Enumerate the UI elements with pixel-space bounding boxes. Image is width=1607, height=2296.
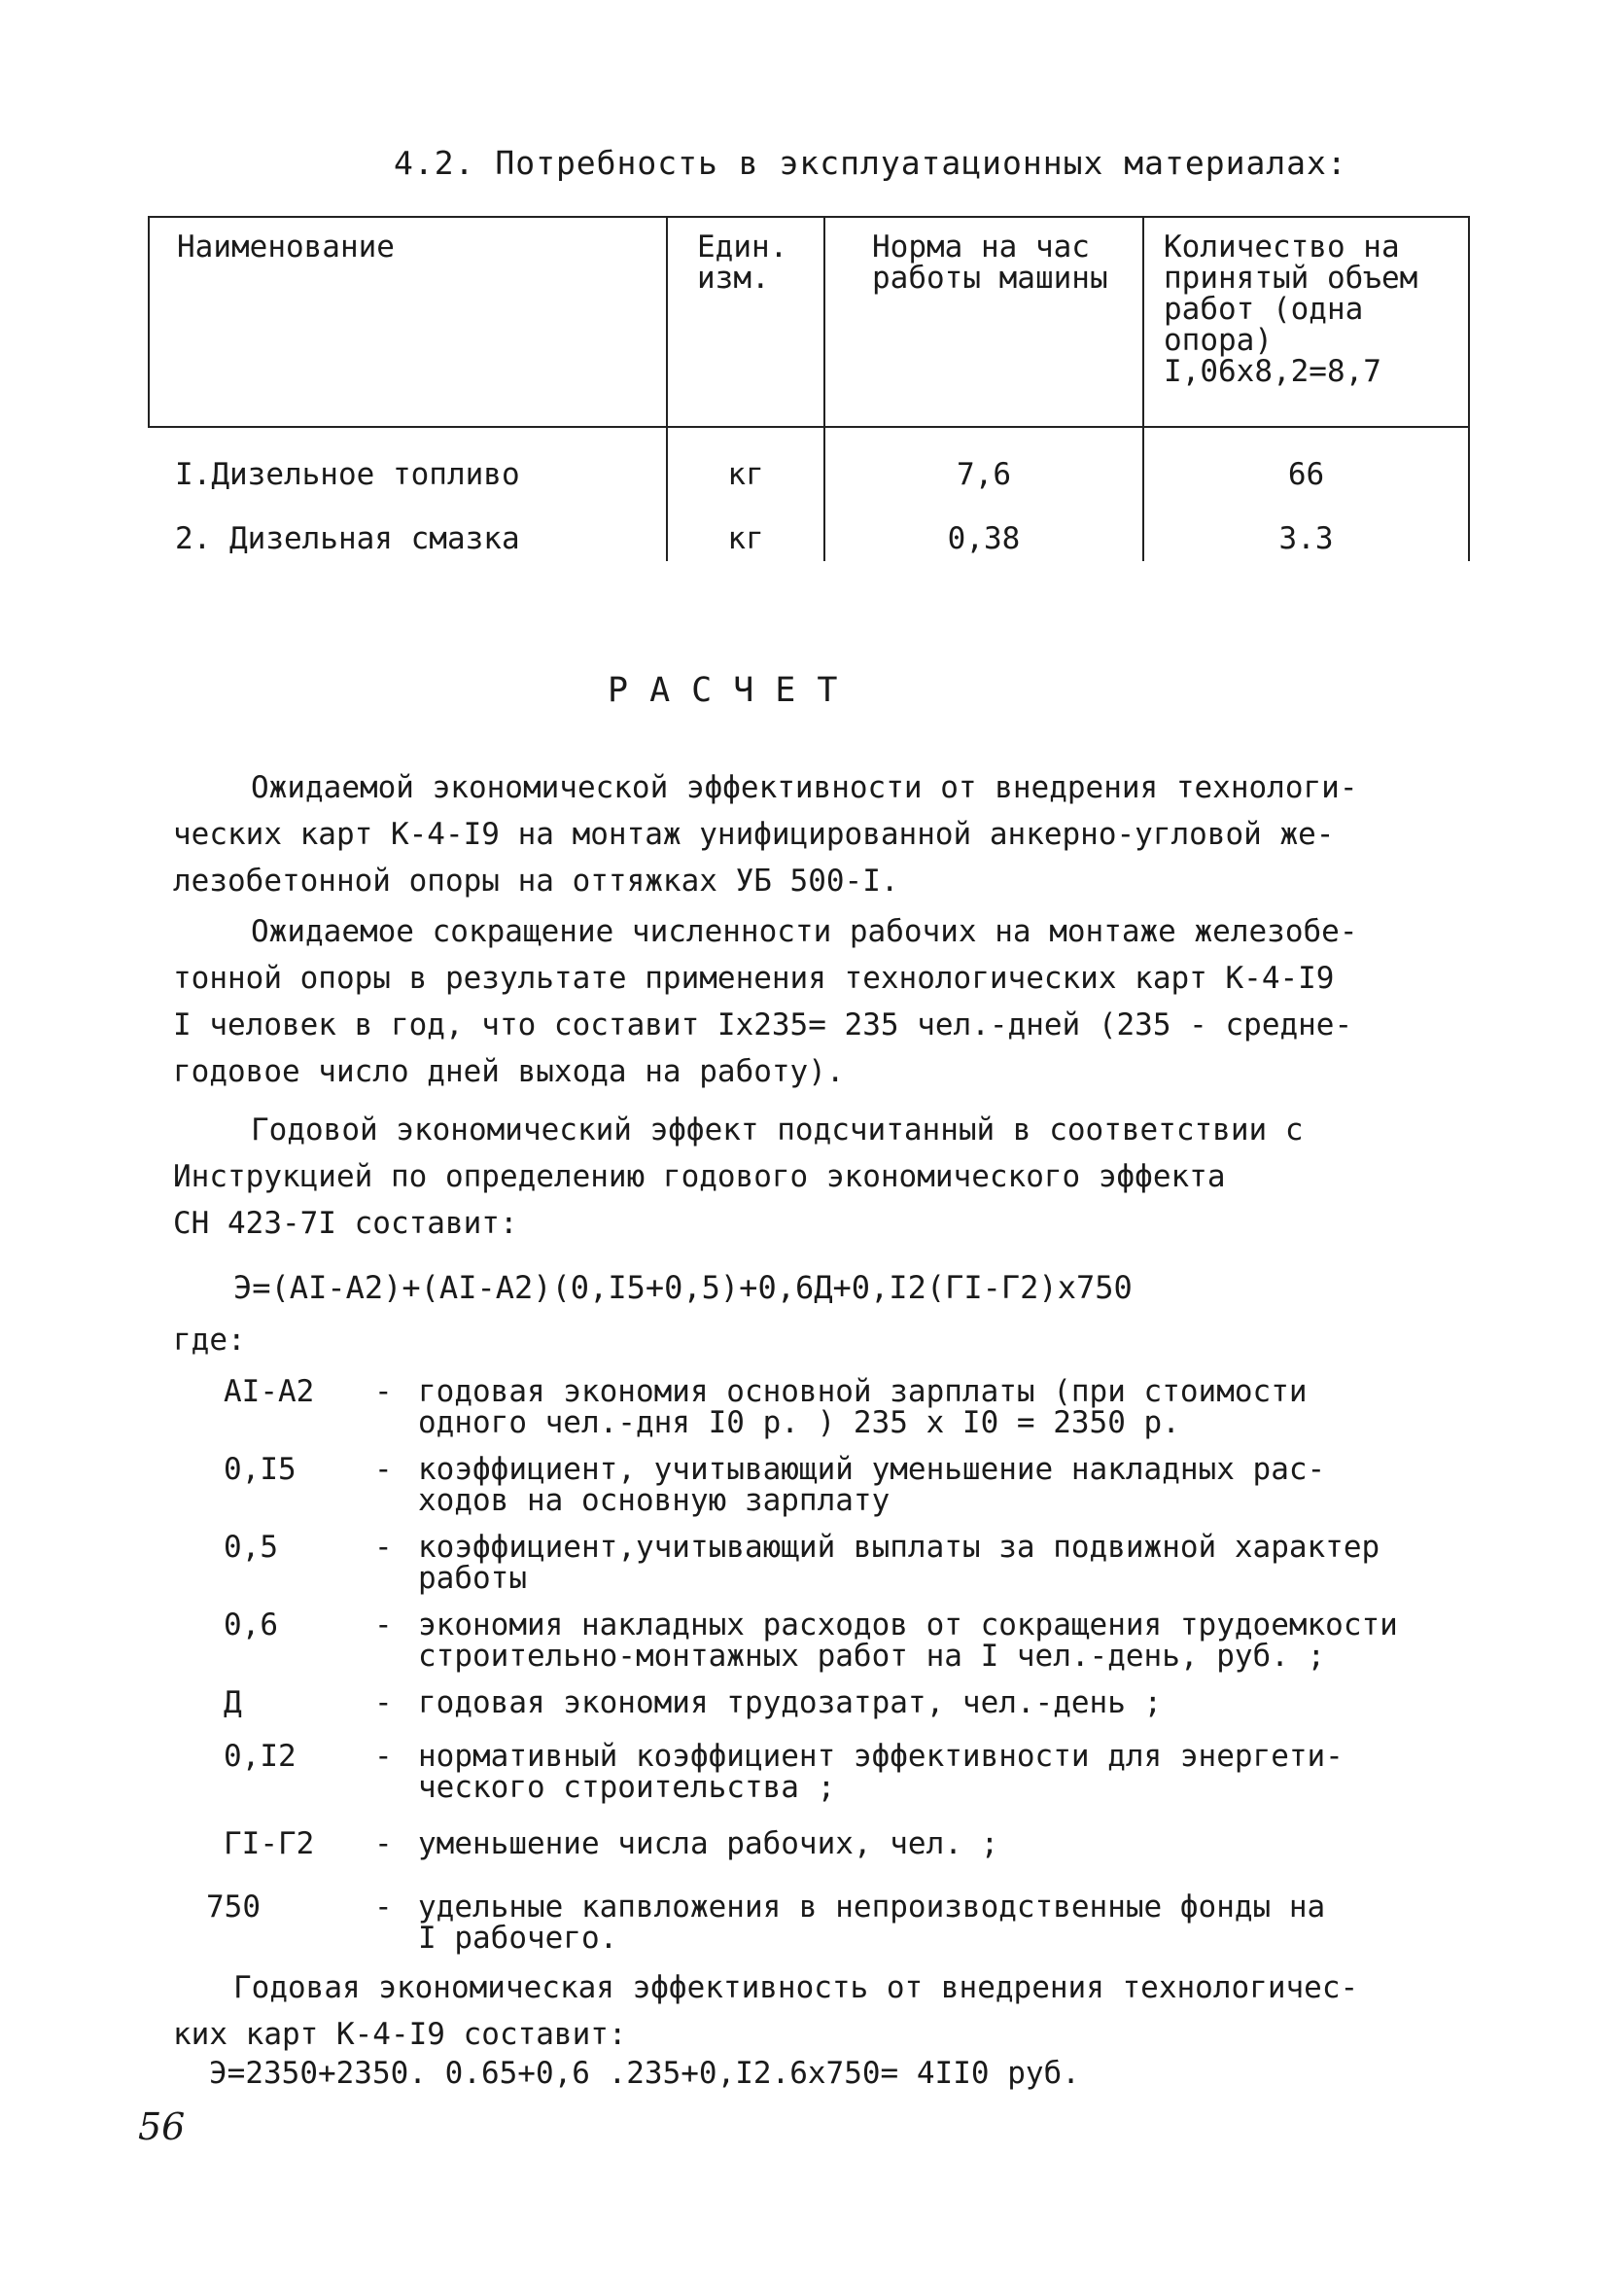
table-left-border — [148, 216, 150, 428]
definition-text: удельные капвложения в непроизводственные фонды на I рабочего. — [418, 1890, 1326, 1956]
definition-dash: - — [374, 1530, 393, 1565]
definition-text: уменьшение числа рабочих, чел. ; — [418, 1826, 999, 1861]
calculation-title: РАСЧЕТ — [608, 671, 859, 710]
table-cell-quantity: 66 — [1287, 457, 1325, 492]
table-top-border — [148, 216, 1470, 218]
definition-text: коэффициент,учитывающий выплаты за подвижной характер работы — [418, 1530, 1380, 1596]
table-cell-unit: кг — [727, 457, 764, 492]
page-number: 56 — [138, 2105, 186, 2148]
paragraph-reduction — [173, 908, 1357, 1095]
table-cell-norm: 0,38 — [947, 521, 1021, 556]
paragraph-line: годовое число дней выхода на работу). — [173, 1054, 845, 1089]
definition-text: нормативный коэффициент эффективности для энергети- ческого строительства ; — [418, 1739, 1344, 1805]
definition-symbol: ГI-Г2 — [224, 1826, 315, 1861]
definition-dash: - — [374, 1739, 393, 1774]
table-header-unit: Един. изм. — [697, 230, 788, 296]
table-cell-name: 2. Дизельная смазка — [175, 521, 520, 556]
paragraph-line: Годовой экономический эффект подсчитанный в соответствии с — [251, 1113, 1304, 1148]
definition-dash: - — [374, 1374, 393, 1409]
definition-symbol: АI-А2 — [224, 1374, 315, 1409]
table-header-norm: Норма на час работы машины — [872, 230, 1108, 296]
table-cell-norm: 7,6 — [957, 457, 1011, 492]
table-cell-unit: кг — [727, 521, 764, 556]
paragraph-line: лезобетонной опоры на оттяжках УБ 500-I. — [173, 864, 899, 899]
definition-symbol: 0,5 — [224, 1530, 278, 1565]
table-col-divider — [823, 216, 825, 561]
where-label: где: — [173, 1323, 246, 1358]
table-header-name: Наименование — [177, 230, 395, 265]
final-line: ких карт К-4-I9 составит: — [173, 2017, 627, 2052]
materials-table — [148, 216, 1470, 561]
table-header-border — [148, 426, 1470, 428]
definition-dash: - — [374, 1607, 393, 1643]
definition-text: экономия накладных расходов от сокращения трудоемкости строительно-монтажных работ на I чел.-день, руб. ; — [418, 1607, 1398, 1674]
definition-text: коэффициент, учитывающий уменьшение накладных рас- ходов на основную зарплату — [418, 1452, 1326, 1518]
table-header-quantity: Количество на принятый объем работ (одна опора) I,06х8,2=8,7 — [1164, 230, 1418, 389]
paragraph-line: Инструкцией по определению годового экономического эффекта — [173, 1159, 1226, 1194]
definition-symbol: 0,6 — [224, 1607, 278, 1643]
definition-text: годовая экономия основной зарплаты (при стоимости одного чел.-дня I0 р. ) 235 х I0 = 2350 р. — [418, 1374, 1308, 1440]
paragraph-line: ческих карт К-4-I9 на монтаж унифицированной анкерно-угловой же- — [173, 817, 1335, 852]
paragraph-line: тонной опоры в результате применения технологических карт К-4-I9 — [173, 961, 1335, 996]
paragraph-line: Ожидаемое сокращение численности рабочих на монтаже железобе- — [251, 914, 1358, 949]
paragraph-intro — [173, 764, 1357, 904]
definition-dash: - — [374, 1685, 393, 1720]
paragraph-line: Ожидаемой экономической эффективности от внедрения технологи- — [251, 770, 1358, 805]
definition-symbol: 0,I5 — [224, 1452, 297, 1487]
definition-symbol: 750 — [206, 1890, 261, 1925]
definition-symbol: Д — [224, 1685, 242, 1720]
paragraph-line: СН 423-7I составит: — [173, 1206, 518, 1241]
definition-dash: - — [374, 1890, 393, 1925]
definition-dash: - — [374, 1452, 393, 1487]
definition-dash: - — [374, 1826, 393, 1861]
final-result: Э=2350+2350. 0.65+0,6 .235+0,I2.6х750= 4II0 руб. — [209, 2056, 1080, 2091]
effect-formula: Э=(АI-А2)+(АI-А2)(0,I5+0,5)+0,6Д+0,I2(ГI-Г2)х750 — [233, 1269, 1133, 1306]
paragraph-line: I человек в год, что составит Iх235= 235 чел.-дней (235 - средне- — [173, 1007, 1353, 1042]
table-cell-name: I.Дизельное топливо — [175, 457, 520, 492]
final-line: Годовая экономическая эффективность от внедрения технологичес- — [233, 1970, 1359, 2005]
paragraph-effect — [173, 1107, 1304, 1247]
table-col-divider — [666, 216, 668, 561]
section-title: 4.2. Потребность в эксплуатационных материалах: — [394, 144, 1347, 182]
table-col-divider — [1142, 216, 1144, 561]
table-right-border — [1468, 216, 1470, 561]
definition-text: годовая экономия трудозатрат, чел.-день ; — [418, 1685, 1163, 1720]
table-cell-quantity: 3.3 — [1278, 521, 1334, 556]
definition-symbol: 0,I2 — [224, 1739, 297, 1774]
